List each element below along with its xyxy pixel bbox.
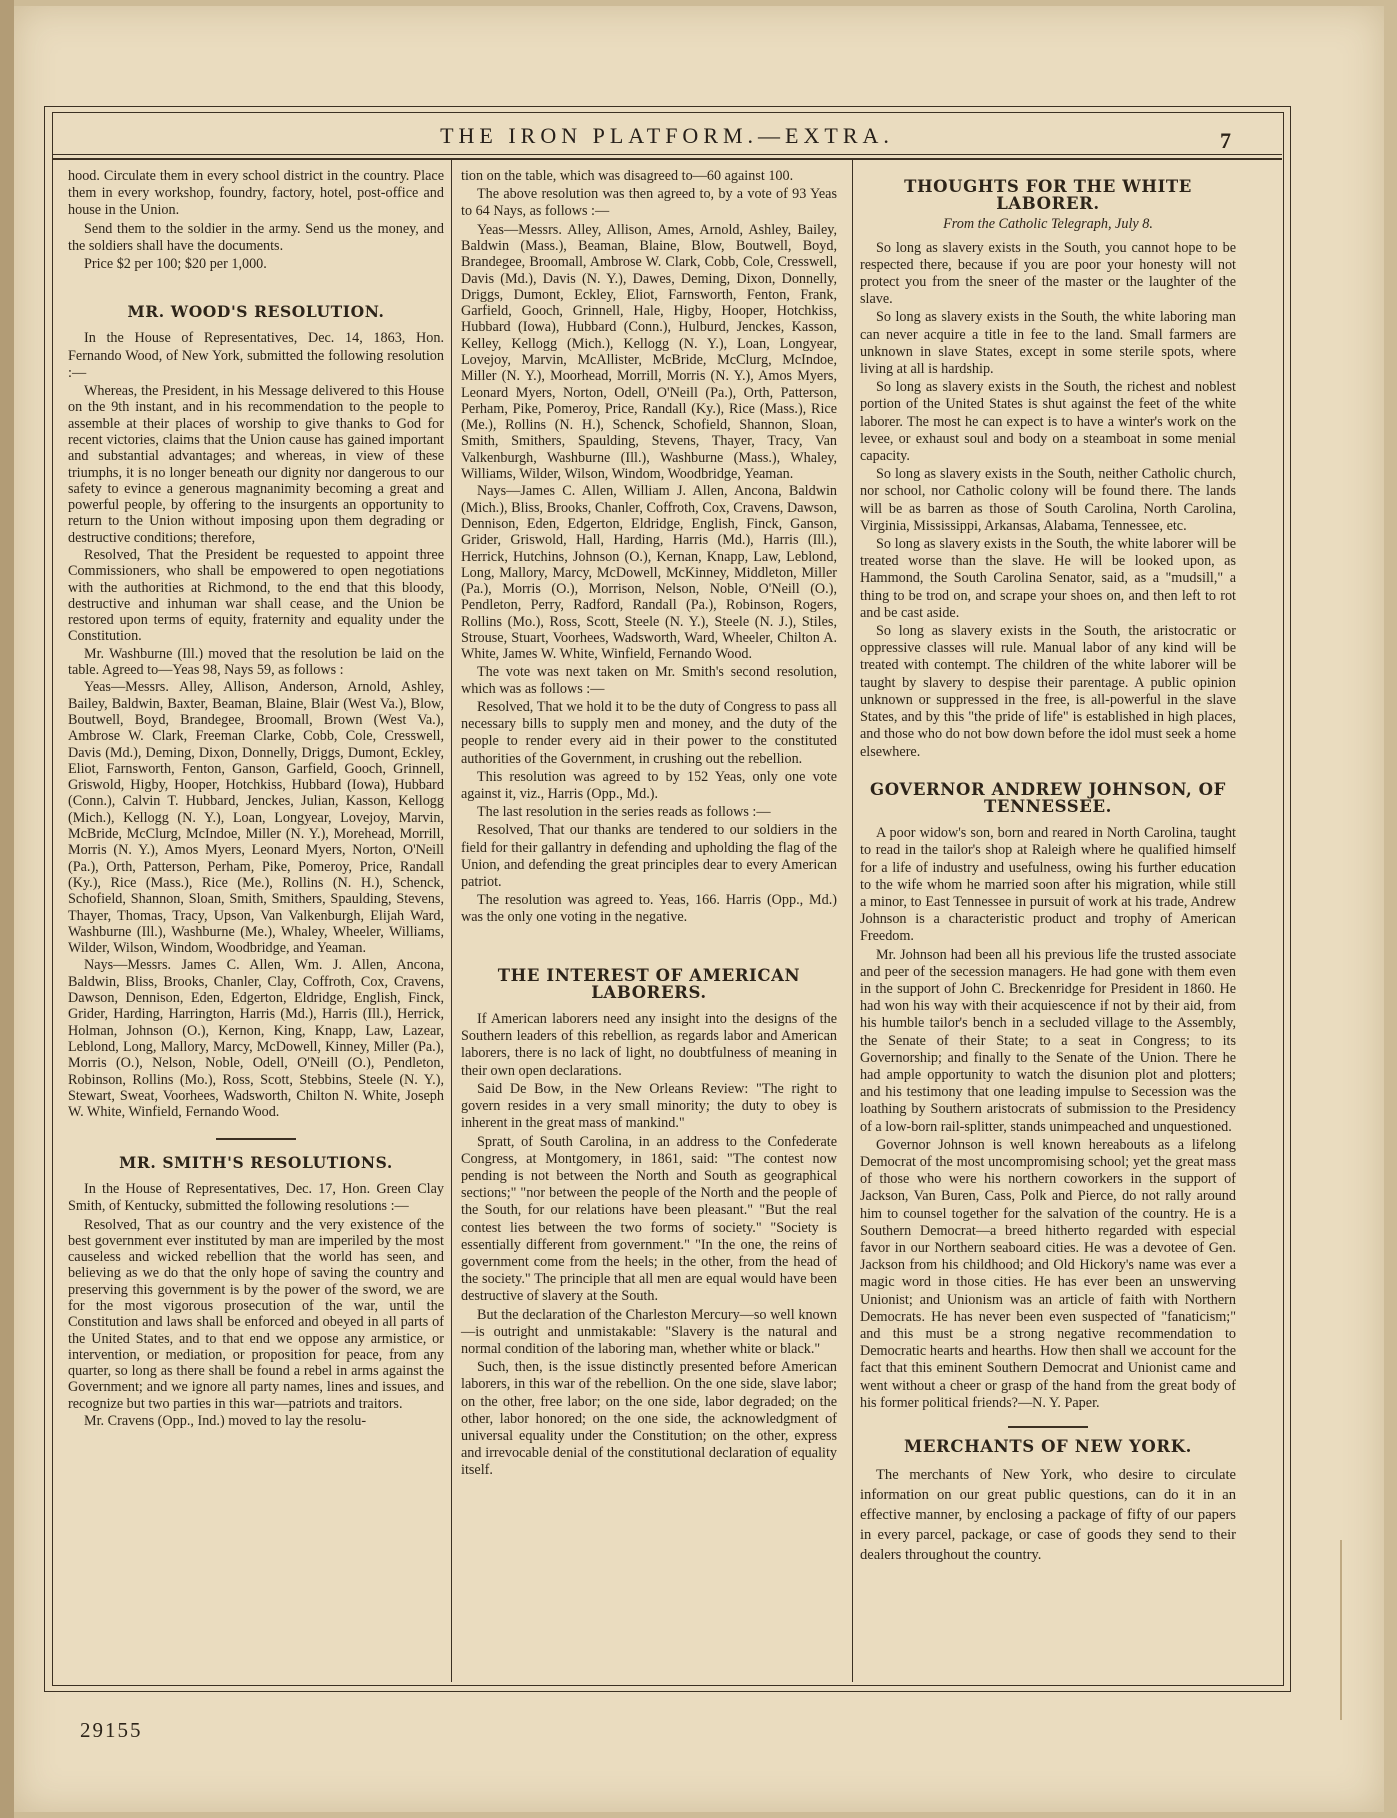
thoughts-paragraph: So long as slavery exists in the South, the aristocratic or oppressive classes will rule. Manual labor of any kind will be treated with contempt. The children of the white laborer will be taught by slavery to despise their parentage. A public opinion unknown or suppressed in the free, is all-powerful in the slave States, and by this "the pride of life" is established in high places, and those who do not bow down before the idol must seek a home elsewhere. [860,623,1236,760]
page-number: 7 [1220,128,1231,153]
section-divider [1008,1426,1088,1428]
vote-paragraph: This resolution was agreed to by 152 Yeas, only one vote against it, viz., Harris (Opp., Md.). [461,768,837,803]
section-title-wood: MR. WOOD'S RESOLUTION. [127,302,385,322]
section-divider [216,1138,296,1140]
vote-paragraph: The last resolution in the series reads as follows :— [477,804,771,821]
vote-nays: Nays—James C. Allen, William J. Allen, Ancona, Baldwin (Mich.), Bliss, Brooks, Chanler, Coffroth, Cox, Cravens, Dawson, Dennison, Eden, Edgerton, Eldridge, English, Finck, Ganson, Grider, Griswold, Hall, Harding, Harris (Md.), Harris (Ill.), Herrick, Hutchins, Johnson (O.), Kernan, Knapp, Law, Leblond, Long, Mallory, Marcy, McDowell, McKinney, Middleton, Miller (Pa.), Morris (O.), Morrison, Nelson, Noble, O'Neill (O.), Pendleton, Perry, Radford, Randall (Pa.), Robinson, Rogers, Rollins (Mo.), Ross, Scott, Steele (N. Y.), Steele (N. J.), Stiles, Strouse, Stuart, Voorhees, Wadsworth, Ward, Wheeler, Chilton A. White, James W. White, Winfield, Fernando Wood. [461,483,837,663]
thoughts-paragraph: So long as slavery exists in the South, you cannot hope to be respected there, because if you are poor your honesty will not protect you from the sneer of the master or the laughter of the slave. [860,239,1236,308]
vote-paragraph: The resolution was agreed to. Yeas, 166. Harris (Opp., Md.) was the only one voting in the negative. [461,892,837,926]
vote-yeas: Yeas—Messrs. Alley, Allison, Ames, Arnold, Ashley, Bailey, Baldwin (Mass.), Beaman, Blaine, Blow, Boutwell, Boyd, Brandegee, Broomall, Ambrose W. Clark, Cobb, Cole, Cresswell, Davis (Md.), Davis (N. Y.), Dawes, Deming, Dixon, Donnelly, Driggs, Dumont, Eckley, Eliot, Farnsworth, Fenton, Frank, Garfield, Gooch, Grinnell, Hale, Higby, Hooper, Hotchkiss, Hubbard (Iowa), Hubbard (Conn.), Hulburd, Jenckes, Kasson, Kelley, Kellogg (Mich.), Kellogg (N. Y.), Loan, Longyear, Lovejoy, Marvin, McAllister, McBride, McClurg, McIndoe, Miller (N. Y.), Moorhead, Morrill, Morris (N. Y.), Amos Myers, Leonard Myers, Norton, Odell, O'Neill (Pa.), Orth, Patterson, Perham, Pike, Pomeroy, Price, Randall (Ky.), Rice (Mass.), Rice (Me.), Rollins (N. H.), Schenck, Schofield, Shannon, Sloan, Smith, Smithers, Spaulding, Stevens, Thayer, Tracy, Van Valkenburgh, Washburne (Ill.), Washburne (Mass.), Whaley, Williams, Wilder, Wilson, Windom, Woodbridge, Yeaman. [461,221,837,483]
wood-paragraph: Mr. Washburne (Ill.) moved that the resolution be laid on the table. Agreed to—Yeas 98, Nays 59, as follows : [68,645,444,679]
smith-paragraph: In the House of Representatives, Dec. 17, Hon. Green Clay Smith, of Kentucky, submitted the following resolutions :— [68,1181,444,1215]
wood-nays: Nays—Messrs. James C. Allen, Wm. J. Allen, Ancona, Baldwin, Bliss, Brooks, Chanler, Clay, Coffroth, Cox, Cravens, Dawson, Dennison, Eden, Edgerton, Eldridge, English, Finck, Grider, Harding, Harrington, Harris (Md.), Harris (Ill.), Herrick, Holman, Johnson (O.), Kernon, King, Knapp, Law, Lazear, Leblond, Long, Mallory, Marcy, McDowell, Kinney, Miller (Pa.), Morris (O.), Nelson, Noble, Odell, O'Neill (O.), Pendleton, Robinson, Rollins (Mo.), Ross, Scott, Stebbins, Steele (N. Y.), Stewart, Sweat, Voorhees, Wadsworth, Chilton N. White, Joseph W. White, Winfield, Fernando Wood. [68,957,444,1121]
thoughts-paragraph: So long as slavery exists in the South, neither Catholic church, nor school, nor Catholic colony will be found there. The lands will be as barren as those of South Carolina, North Carolina, Virginia, Mississippi, Arkansas, Alabama, Tennessee, etc. [860,466,1236,534]
laborers-paragraph: But the declaration of the Charleston Mercury—so well known—is outright and unmistakable: "Slavery is the natural and normal condition of the laboring man, whether white or black." [461,1306,837,1357]
thoughts-source: From the Catholic Telegraph, July 8. [943,216,1153,233]
section-title-johnson: GOVERNOR ANDREW JOHNSON, OF TENNESSEE. [870,779,1226,816]
column-2 [461,168,837,1481]
vote-paragraph: tion on the table, which was disagreed to—60 against 100. [461,168,794,184]
laborers-paragraph: Said De Bow, in the New Orleans Review: "The right to govern resides in a very small minority; the duty to obey is inherent in the great mass of mankind." [461,1080,837,1132]
intro-paragraph: Send them to the soldier in the army. Send us the money, and the soldiers shall have the documents. [68,220,444,254]
smith-paragraph: Mr. Cravens (Opp., Ind.) moved to lay the resolu- [84,1413,367,1430]
masthead-rule-double [52,158,1282,160]
johnson-paragraph: A poor widow's son, born and reared in North Carolina, taught to read in the tailor's shop at Raleigh where he qualified himself for a life of industry and usefulness, owing his further education to the wife whom he married soon after his migration, while still a minor, to East Tennessee in pursuit of work at his trade, Andrew Johnson is a characteristic product and trophy of American Freedom. [860,825,1236,945]
section-title-merchants: MERCHANTS OF NEW YORK. [903,1436,1192,1456]
wood-paragraph: In the House of Representatives, Dec. 14, 1863, Hon. Fernando Wood, of New York, submitted the following resolution :— [68,330,444,381]
masthead-rule [52,154,1282,155]
laborers-paragraph: Such, then, is the issue distinctly presented before American laborers, in this war of the rebellion. On the one side, slave labor; on the other, free labor; on the one side, labor degraded; on the other, labor honored; on the one side, the acknowledgment of universal equality under the Constitution; on the other, express and irrevocable denial of the constitutional declaration of equality itself. [461,1359,837,1479]
catalog-number: 29155 [80,1718,143,1742]
column-3 [860,168,1236,1566]
vote-paragraph: The vote was next taken on Mr. Smith's second resolution, which was as follows :— [461,663,837,697]
masthead: THE IRON PLATFORM.—EXTRA. [440,123,894,148]
section-title-thoughts: THOUGHTS FOR THE WHITE LABORER. [904,177,1192,214]
column-rule-2 [852,160,853,1682]
thoughts-paragraph: So long as slavery exists in the South, the richest and noblest portion of the United States is shut against the feet of the white laborer. The most he can expect is to have a winter's work on the levee, or exhaust soul and body on a steamboat in some menial capacity. [860,379,1236,465]
column-1 [68,168,444,1431]
johnson-paragraph: Mr. Johnson had been all his previous life the trusted associate and peer of the secession managers. He had gone with them even in the support of John C. Breckenridge for President in 1860. He had won his way with their acquiescence if not by their aid, from his humble tailor's bench in a secluded village to the Assembly, the Senate of their State; to a seat in Congress; to its Governorship; and finally to the Senate of the Union. There he had ample opportunity to watch the disunion plot and plotters; and his testimony that one leading impulse to Secession was the loathing by Southern aristocrats of submission to the Presidency of a low-born rail-splitter, stands unimpeached and unquestioned. [860,946,1236,1135]
laborers-paragraph: Spratt, of South Carolina, in an address to the Confederate Congress, at Montgomery, in 1861, said: "The contest now pending is not between the North and South as geographical sections;" "nor between the people of the North and the people of the South, for our relations have been pleasant." "But the real contest lies between the two forms of society." "Society is essentially different from government." "In the one, the reins of government come from the heels; in the other, from the head of the society." The principle that all men are equal would have been destructive of slavery at the South. [461,1133,837,1305]
wood-paragraph: Whereas, the President, in his Message delivered to this House on the 9th instant, and in his recommendation to the people to assemble at their places of worship to give thanks to God for recent victories, claims that the Union cause has gained important and substantial advantages; and whereas, in view of these triumphs, it is no longer beneath our dignity nor dangerous to our safety to evince a generous magnanimity becoming a great and powerful people, by offering to the insurgents an opportunity to return to the Union without imposing upon them degrading or destructive conditions; therefore, [68,383,444,546]
vote-paragraph: Resolved, That our thanks are tendered to our soldiers in the field for their gallantry in defending and upholding the flag of the Union, and defending the great principles dear to every American patriot. [461,822,837,891]
merchants-paragraph: The merchants of New York, who desire to circulate information on our great public questions, can do it in an effective manner, by enclosing a package of fifty of our papers in every parcel, package, or case of goods they send to their dealers throughout the country. [860,1466,1236,1563]
thoughts-paragraph: So long as slavery exists in the South, the white laboring man can never acquire a title in fee to the land. Small farmers are unknown in slave States, except in some sterile spots, where living at all is hardship. [860,309,1236,378]
thoughts-paragraph: So long as slavery exists in the South, the white laborer will be treated worse than the slave. He will be looked upon, as Hammond, the South Carolina Senator, said, as a "mudsill," a thing to be trod on, and scrape your shoes on, and then left to rot and be cast aside. [860,536,1236,621]
vote-paragraph: The above resolution was then agreed to, by a vote of 93 Yeas to 64 Nays, as follows :— [461,186,837,220]
column-rule-1 [451,160,452,1682]
laborers-paragraph: If American laborers need any insight into the designs of the Southern leaders of this rebellion, as regards labor and American laborers, there is no lack of light, no doubtfulness of meaning in their own open declarations. [461,1011,837,1079]
page-fold-shadow [1340,1540,1342,1720]
wood-yeas: Yeas—Messrs. Alley, Allison, Anderson, Arnold, Ashley, Bailey, Baldwin, Baxter, Beaman, Blaine, Blair (West Va.), Blow, Boutwell, Boyd, Brandegee, Broomall, Brown (West Va.), Ambrose W. Clark, Freeman Clarke, Cobb, Cole, Cresswell, Davis (Md.), Deming, Dixon, Donnelly, Driggs, Dumont, Eckley, Eliot, Farnsworth, Fenton, Ganson, Garfield, Gooch, Grinnell, Griswold, Higby, Hooper, Hotchkiss, Hubbard (Iowa), Hubbard (Conn.), Calvin T. Hubbard, Jenckes, Julian, Kasson, Kellogg (Mich.), Kellogg (N. Y.), Loan, Longyear, Lovejoy, Marvin, McBride, McClurg, McIndoe, Miller (N. Y.), Morehead, Morrill, Morris (N. Y.), Amos Myers, Leonard Myers, Norton, O'Neill (Pa.), Orth, Patterson, Perham, Pike, Pomeroy, Price, Randall (Ky.), Rice (Mass.), Rice (Me.), Rollins (N. H.), Schenck, Schofield, Shannon, Sloan, Smith, Smithers, Spaulding, Stevens, Thayer, Thomas, Tracy, Upson, Van Valkenburgh, Elijah Ward, Washburne (Ill.), Washburne (Me.), Whaley, Wheeler, Williams, Wilder, Wilson, Windom, Woodbridge, and Yeaman. [68,679,444,957]
section-title-smith: MR. SMITH'S RESOLUTIONS. [119,1152,393,1172]
section-title-laborers: THE INTEREST OF AMERICAN LABORERS. [497,965,801,1002]
smith-paragraph: Resolved, That as our country and the very existence of the best government ever instituted by man are imperiled by the most causeless and wicked rebellion that the world has seen, and believing as we do that the only hope of saving the country and preserving this government is by the power of the sword, we are for the most vigorous prosecution of the war, until the Constitution and laws shall be enforced and obeyed in all parts of the United States, and to that end we oppose any armistice, or intervention, or mediation, or proposition for peace, from any quarter, so long as there shall be found a rebel in arms against the Government; and we ignore all party names, lines and issues, and recognize but two parties in this war—patriots and traitors. [68,1216,444,1412]
wood-paragraph: Resolved, That the President be requested to appoint three Commissioners, who shall be empowered to open negotiations with the authorities at Richmond, to the end that this bloody, destructive and inhuman war shall cease, and the Union be restored upon terms of equity, fraternity and equality under the Constitution. [68,547,444,645]
johnson-paragraph: Governor Johnson is well known hereabouts as a lifelong Democrat of the most uncompromising school; yet the great mass of those who were his northern coworkers in the support of Jackson, Van Buren, Cass, Polk and Pierce, do not rally around him to counsel together for the salvation of the country. He is a Southern Democrat—a breed hitherto regarded with especial favor in our Northern seaboard cities. He was a devotee of Gen. Jackson from his childhood; and Old Hickory's name was ever a magic word in those cities. He has ever been an unswerving Unionist; and Unionism was an article of faith with Northern Democrats. He has never been even suspected of "fanaticism;" and this must be a strong negative recommendation to Democratic hearts and hearths. How then shall we account for the fact that this eminent Southern Democrat and Unionist came and went without a cheer or grasp of the hand from the great body of his former political friends?—N. Y. Paper. [860,1136,1236,1411]
left-page-edge [0,0,14,1818]
intro-price: Price $2 per 100; $20 per 1,000. [84,256,267,273]
vote-paragraph: Resolved, That we hold it to be the duty of Congress to pass all necessary bills to supply men and money, and the duty of the people to render every aid in their power to the constituted authorities of the Government, in crushing out the rebellion. [461,699,837,767]
intro-paragraph: hood. Circulate them in every school district in the country. Place them in every workshop, foundry, factory, hotel, post-office and house in the Union. [68,168,444,219]
